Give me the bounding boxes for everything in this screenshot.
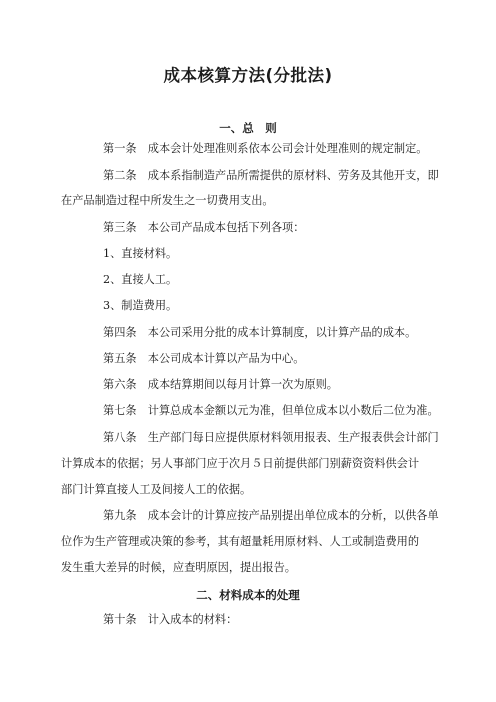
article-2-continued: 在产品制造过程中所发生之一切费用支出。: [61, 194, 274, 207]
article-9-continued-2: 发生重大差异的时候，应查明原因，提出报告。: [61, 561, 296, 574]
article-4: 第四条 本公司采用分批的成本计算制度，以计算产品的成本。: [103, 326, 417, 339]
article-9-continued-1: 位作为生产管理或决策的参考，其有超量耗用原材料、人工或制造费用的: [61, 535, 420, 548]
list-item-2: 2、直接人工。: [103, 273, 178, 286]
article-3: 第三条 本公司产品成本包括下列各项：: [103, 221, 305, 234]
article-1: 第一条 成本会计处理准则系依本公司会计处理准则的规定制定。: [103, 142, 428, 155]
article-10: 第十条 计入成本的材料：: [103, 613, 238, 626]
article-8-continued-1: 计算成本的依据；另人事部门应于次月５日前提供部门别薪资资料供会计: [61, 457, 420, 470]
article-2: 第二条 成本系指制造产品所需提供的原材料、劳务及其他开支，即: [103, 169, 439, 182]
list-item-3: 3、制造费用。: [103, 299, 178, 312]
section-heading-material: 二、材料成本的处理: [196, 588, 300, 602]
section-heading-general: 一、总 则: [219, 121, 277, 135]
document-title: 成本核算方法(分批法): [163, 66, 333, 85]
article-9: 第九条 成本会计的计算应按产品别提出单位成本的分析，以供各单: [103, 509, 439, 522]
article-6: 第六条 成本结算期间以每月计算一次为原则。: [103, 378, 338, 391]
article-7: 第七条 计算总成本金额以元为准，但单位成本以小数后二位为准。: [103, 404, 439, 417]
article-8: 第八条 生产部门每日应提供原材料领用报表、生产报表供会计部门: [103, 431, 439, 444]
list-item-1: 1、直接材料。: [103, 247, 178, 260]
article-5: 第五条 本公司成本计算以产品为中心。: [103, 352, 305, 365]
article-8-continued-2: 部门计算直接人工及间接人工的依据。: [61, 483, 252, 496]
